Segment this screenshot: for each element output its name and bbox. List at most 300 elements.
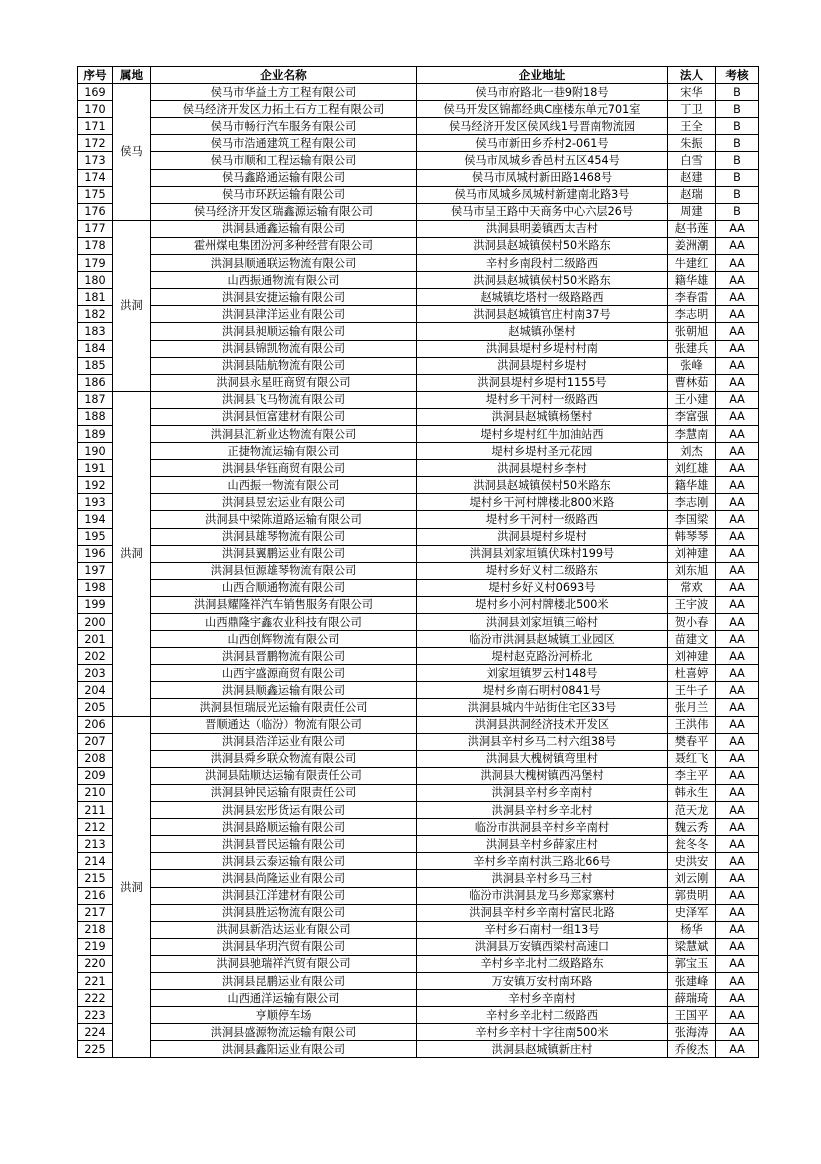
legal-person-cell: 周建 <box>668 203 716 220</box>
legal-person-cell: 曹林茹 <box>668 374 716 391</box>
index-cell: 218 <box>78 921 113 938</box>
company-address-cell: 洪洞县赵城镇新庄村 <box>417 1041 668 1058</box>
company-name-cell: 山西创辉物流有限公司 <box>151 631 417 648</box>
company-name-cell: 洪洞县陆航物流有限公司 <box>151 357 417 374</box>
table-row <box>78 340 759 357</box>
index-cell: 199 <box>78 596 113 613</box>
grade-cell: AA <box>716 990 759 1007</box>
company-address-cell: 洪洞县洪洞经济技术开发区 <box>417 716 668 733</box>
legal-person-cell: 王国平 <box>668 1007 716 1024</box>
company-address-cell: 赵城镇孙堡村 <box>417 323 668 340</box>
company-address-cell: 洪洞县赵城镇侯村50米路东 <box>417 237 668 254</box>
company-name-cell: 洪洞县永星旺商贸有限公司 <box>151 374 417 391</box>
index-cell: 196 <box>78 545 113 562</box>
index-cell: 209 <box>78 767 113 784</box>
grade-cell: AA <box>716 938 759 955</box>
legal-person-cell: 李慧南 <box>668 425 716 442</box>
company-name-cell: 洪洞县舜乡联众物流有限公司 <box>151 750 417 767</box>
company-address-cell: 洪洞县刘家垣镇伏珠村199号 <box>417 545 668 562</box>
grade-cell: AA <box>716 443 759 460</box>
grade-cell: AA <box>716 802 759 819</box>
company-address-cell: 侯马开发区锦都经典C座楼东单元701室 <box>417 101 668 118</box>
company-address-cell: 辛村乡辛村十字往南500米 <box>417 1024 668 1041</box>
company-address-cell: 洪洞县辛村乡马二村六组38号 <box>417 733 668 750</box>
company-address-cell: 洪洞县大槐树镇弯里村 <box>417 750 668 767</box>
index-cell: 172 <box>78 135 113 152</box>
company-name-cell: 洪洞县路顺运输有限公司 <box>151 819 417 836</box>
table-row <box>78 220 759 237</box>
legal-person-cell: 籍华雄 <box>668 477 716 494</box>
grade-cell: AA <box>716 391 759 408</box>
table-row <box>78 84 759 101</box>
table-row <box>78 665 759 682</box>
company-address-cell: 侯马市凤城乡香邑村五区454号 <box>417 152 668 169</box>
table-row <box>78 802 759 819</box>
table-row <box>78 904 759 921</box>
company-name-cell: 洪洞县昱宏运业有限公司 <box>151 494 417 511</box>
legal-person-cell: 丁卫 <box>668 101 716 118</box>
index-cell: 223 <box>78 1007 113 1024</box>
table-row <box>78 750 759 767</box>
index-cell: 189 <box>78 425 113 442</box>
table-row <box>78 596 759 613</box>
legal-person-cell: 张建峰 <box>668 972 716 989</box>
company-name-cell: 洪洞县翼鹏运业有限公司 <box>151 545 417 562</box>
company-address-cell: 洪洞县大槐树镇西冯堡村 <box>417 767 668 784</box>
company-address-cell: 侯马市呈王路中天商务中心六层26号 <box>417 203 668 220</box>
grade-cell: AA <box>716 819 759 836</box>
index-cell: 180 <box>78 272 113 289</box>
legal-person-cell: 刘杰 <box>668 443 716 460</box>
district-cell: 洪洞 <box>113 716 151 1058</box>
index-cell: 214 <box>78 853 113 870</box>
legal-person-cell: 王洪伟 <box>668 716 716 733</box>
company-name-cell: 洪洞县陆顺达运输有限责任公司 <box>151 767 417 784</box>
index-cell: 205 <box>78 699 113 716</box>
index-cell: 186 <box>78 374 113 391</box>
index-cell: 185 <box>78 357 113 374</box>
grade-cell: AA <box>716 887 759 904</box>
grade-cell: AA <box>716 665 759 682</box>
legal-person-cell: 薛瑞琦 <box>668 990 716 1007</box>
company-address-cell: 堤村乡堤村红牛加油站西 <box>417 425 668 442</box>
table-row <box>78 323 759 340</box>
table-row <box>78 152 759 169</box>
table-row <box>78 699 759 716</box>
table-row <box>78 836 759 853</box>
table-row <box>78 306 759 323</box>
company-address-cell: 临汾市洪洞县赵城镇工业园区 <box>417 631 668 648</box>
company-address-cell: 堤村乡南石明村0841号 <box>417 682 668 699</box>
table-row <box>78 289 759 306</box>
index-cell: 200 <box>78 614 113 631</box>
grade-cell: AA <box>716 921 759 938</box>
grade-cell: B <box>716 186 759 203</box>
grade-cell: AA <box>716 1024 759 1041</box>
index-cell: 183 <box>78 323 113 340</box>
legal-person-cell: 杜喜婷 <box>668 665 716 682</box>
index-cell: 188 <box>78 408 113 425</box>
company-name-cell: 洪洞县耀隆祥汽车销售服务有限公司 <box>151 596 417 613</box>
legal-person-cell: 郭贵明 <box>668 887 716 904</box>
company-name-cell: 洪洞县驰瑞祥汽贸有限公司 <box>151 955 417 972</box>
grade-cell: AA <box>716 562 759 579</box>
company-address-cell: 堤村乡干河村牌楼北800米路 <box>417 494 668 511</box>
company-name-cell: 侯马市畅行汽车服务有限公司 <box>151 118 417 135</box>
legal-person-cell: 刘神建 <box>668 648 716 665</box>
company-name-cell: 洪洞县昶顺运输有限公司 <box>151 323 417 340</box>
company-name-cell: 洪洞县胜运物流有限公司 <box>151 904 417 921</box>
index-cell: 224 <box>78 1024 113 1041</box>
grade-cell: AA <box>716 699 759 716</box>
table-row <box>78 682 759 699</box>
company-address-cell: 临汾市洪洞县辛村乡辛南村 <box>417 819 668 836</box>
legal-person-cell: 史泽军 <box>668 904 716 921</box>
index-cell: 222 <box>78 990 113 1007</box>
table-row <box>78 186 759 203</box>
company-name-cell: 洪洞县中梁陈道路运输有限公司 <box>151 511 417 528</box>
legal-person-cell: 韩琴琴 <box>668 528 716 545</box>
grade-cell: B <box>716 135 759 152</box>
company-address-cell: 洪洞县赵城镇官庄村南37号 <box>417 306 668 323</box>
index-cell: 211 <box>78 802 113 819</box>
legal-person-cell: 常欢 <box>668 579 716 596</box>
company-address-cell: 洪洞县堤村乡堤村村南 <box>417 340 668 357</box>
company-address-cell: 堤村乡好义村0693号 <box>417 579 668 596</box>
index-cell: 203 <box>78 665 113 682</box>
company-address-cell: 辛村乡石南村一组13号 <box>417 921 668 938</box>
company-address-cell: 洪洞县城内牛站街住宅区33号 <box>417 699 668 716</box>
grade-cell: AA <box>716 733 759 750</box>
index-cell: 181 <box>78 289 113 306</box>
company-name-cell: 洪洞县恒源雄琴物流有限公司 <box>151 562 417 579</box>
company-name-cell: 侯马市顺和工程运输有限公司 <box>151 152 417 169</box>
roster-body <box>78 84 759 1058</box>
index-cell: 193 <box>78 494 113 511</box>
company-address-cell: 堤村乡好义村二级路东 <box>417 562 668 579</box>
legal-person-cell: 刘红雄 <box>668 460 716 477</box>
grade-cell: AA <box>716 716 759 733</box>
legal-person-cell: 贺小春 <box>668 614 716 631</box>
company-name-cell: 洪洞县盛源物流运输有限公司 <box>151 1024 417 1041</box>
company-name-cell: 洪洞县宏彤货运有限公司 <box>151 802 417 819</box>
index-cell: 171 <box>78 118 113 135</box>
grade-cell: AA <box>716 220 759 237</box>
grade-cell: AA <box>716 955 759 972</box>
grade-cell: AA <box>716 545 759 562</box>
company-address-cell: 洪洞县堤村乡堤村1155号 <box>417 374 668 391</box>
table-row <box>78 1041 759 1058</box>
index-cell: 225 <box>78 1041 113 1058</box>
grade-cell: AA <box>716 255 759 272</box>
index-cell: 206 <box>78 716 113 733</box>
company-name-cell: 洪洞县尚隆运业有限公司 <box>151 870 417 887</box>
company-address-cell: 侯马市府路北一巷9附18号 <box>417 84 668 101</box>
grade-cell: AA <box>716 784 759 801</box>
index-cell: 220 <box>78 955 113 972</box>
grade-cell: B <box>716 169 759 186</box>
grade-cell: B <box>716 152 759 169</box>
table-row <box>78 101 759 118</box>
company-address-cell: 刘家垣镇罗云村148号 <box>417 665 668 682</box>
legal-person-cell: 梁慧斌 <box>668 938 716 955</box>
grade-cell: AA <box>716 528 759 545</box>
company-name-cell: 洪洞县云泰运输有限公司 <box>151 853 417 870</box>
index-cell: 204 <box>78 682 113 699</box>
header-company-address: 企业地址 <box>417 67 668 84</box>
grade-cell: AA <box>716 1041 759 1058</box>
legal-person-cell: 赵瑞 <box>668 186 716 203</box>
index-cell: 170 <box>78 101 113 118</box>
index-cell: 191 <box>78 460 113 477</box>
index-cell: 219 <box>78 938 113 955</box>
company-name-cell: 霍州煤电集团汾河多种经营有限公司 <box>151 237 417 254</box>
legal-person-cell: 王全 <box>668 118 716 135</box>
company-name-cell: 洪洞县顺通联运物流有限公司 <box>151 255 417 272</box>
index-cell: 178 <box>78 237 113 254</box>
company-address-cell: 赵城镇圪塔村一级路路西 <box>417 289 668 306</box>
company-name-cell: 山西合顺通物流有限公司 <box>151 579 417 596</box>
table-row <box>78 767 759 784</box>
company-address-cell: 侯马市凤城乡凤城村新建南北路3号 <box>417 186 668 203</box>
company-name-cell: 山西振通物流有限公司 <box>151 272 417 289</box>
legal-person-cell: 范天龙 <box>668 802 716 819</box>
legal-person-cell: 李富强 <box>668 408 716 425</box>
company-name-cell: 洪洞县顺鑫运输有限公司 <box>151 682 417 699</box>
company-address-cell: 洪洞县明姜镇西太吉村 <box>417 220 668 237</box>
table-row <box>78 443 759 460</box>
table-row <box>78 425 759 442</box>
legal-person-cell: 张建兵 <box>668 340 716 357</box>
index-cell: 202 <box>78 648 113 665</box>
grade-cell: AA <box>716 614 759 631</box>
company-address-cell: 洪洞县堤村乡堤村 <box>417 528 668 545</box>
table-row <box>78 990 759 1007</box>
index-cell: 174 <box>78 169 113 186</box>
index-cell: 221 <box>78 972 113 989</box>
table-row <box>78 648 759 665</box>
legal-person-cell: 聂红飞 <box>668 750 716 767</box>
grade-cell: AA <box>716 648 759 665</box>
table-row <box>78 357 759 374</box>
grade-cell: AA <box>716 374 759 391</box>
legal-person-cell: 张峰 <box>668 357 716 374</box>
company-name-cell: 正捷物流运输有限公司 <box>151 443 417 460</box>
legal-person-cell: 宋华 <box>668 84 716 101</box>
legal-person-cell: 姜洲潮 <box>668 237 716 254</box>
table-row <box>78 1007 759 1024</box>
grade-cell: AA <box>716 836 759 853</box>
company-address-cell: 堤村乡干河村一级路西 <box>417 511 668 528</box>
company-name-cell: 山西鼎隆宇鑫农业科技有限公司 <box>151 614 417 631</box>
legal-person-cell: 刘神建 <box>668 545 716 562</box>
grade-cell: AA <box>716 494 759 511</box>
grade-cell: AA <box>716 596 759 613</box>
company-name-cell: 洪洞县飞马物流有限公司 <box>151 391 417 408</box>
grade-cell: AA <box>716 767 759 784</box>
company-address-cell: 洪洞县堤村乡李村 <box>417 460 668 477</box>
index-cell: 216 <box>78 887 113 904</box>
index-cell: 198 <box>78 579 113 596</box>
grade-cell: AA <box>716 477 759 494</box>
table-row <box>78 1024 759 1041</box>
grade-cell: AA <box>716 306 759 323</box>
index-cell: 210 <box>78 784 113 801</box>
legal-person-cell: 史洪安 <box>668 853 716 870</box>
index-cell: 207 <box>78 733 113 750</box>
table-row <box>78 938 759 955</box>
legal-person-cell: 樊春平 <box>668 733 716 750</box>
company-address-cell: 洪洞县辛村乡薛家庄村 <box>417 836 668 853</box>
company-address-cell: 洪洞县辛村乡辛北村 <box>417 802 668 819</box>
legal-person-cell: 赵建 <box>668 169 716 186</box>
grade-cell: AA <box>716 870 759 887</box>
index-cell: 190 <box>78 443 113 460</box>
index-cell: 212 <box>78 819 113 836</box>
table-row <box>78 203 759 220</box>
company-address-cell: 洪洞县辛村乡辛南村 <box>417 784 668 801</box>
legal-person-cell: 白雪 <box>668 152 716 169</box>
table-row <box>78 562 759 579</box>
company-name-cell: 洪洞县雄琴物流有限公司 <box>151 528 417 545</box>
legal-person-cell: 籍华雄 <box>668 272 716 289</box>
table-row <box>78 579 759 596</box>
grade-cell: AA <box>716 460 759 477</box>
index-cell: 208 <box>78 750 113 767</box>
company-name-cell: 洪洞县通鑫运输有限公司 <box>151 220 417 237</box>
company-address-cell: 堤村乡小河村牌楼北500米 <box>417 596 668 613</box>
district-cell: 洪洞 <box>113 220 151 391</box>
legal-person-cell: 乔俊杰 <box>668 1041 716 1058</box>
company-address-cell: 堤村乡干河村一级路西 <box>417 391 668 408</box>
legal-person-cell: 苗建文 <box>668 631 716 648</box>
company-name-cell: 山西振一物流有限公司 <box>151 477 417 494</box>
legal-person-cell: 张海涛 <box>668 1024 716 1041</box>
table-row <box>78 921 759 938</box>
table-row <box>78 545 759 562</box>
legal-person-cell: 瓮冬冬 <box>668 836 716 853</box>
company-name-cell: 亨顺停车场 <box>151 1007 417 1024</box>
index-cell: 201 <box>78 631 113 648</box>
legal-person-cell: 李春雷 <box>668 289 716 306</box>
legal-person-cell: 李志明 <box>668 306 716 323</box>
legal-person-cell: 刘东旭 <box>668 562 716 579</box>
table-row <box>78 853 759 870</box>
grade-cell: AA <box>716 425 759 442</box>
legal-person-cell: 王小建 <box>668 391 716 408</box>
table-row <box>78 494 759 511</box>
grade-cell: AA <box>716 682 759 699</box>
company-name-cell: 侯马鑫路通运输有限公司 <box>151 169 417 186</box>
company-address-cell: 辛村乡辛北村二级路西 <box>417 1007 668 1024</box>
enterprise-roster-table <box>77 66 759 1058</box>
grade-cell: AA <box>716 357 759 374</box>
company-address-cell: 万安镇万安村南环路 <box>417 972 668 989</box>
company-name-cell: 洪洞县晋鹏物流有限公司 <box>151 648 417 665</box>
company-name-cell: 洪洞县江洋建材有限公司 <box>151 887 417 904</box>
company-address-cell: 洪洞县刘家垣镇三峪村 <box>417 614 668 631</box>
legal-person-cell: 李国梁 <box>668 511 716 528</box>
legal-person-cell: 杨华 <box>668 921 716 938</box>
company-address-cell: 临汾市洪洞县龙马乡郑家寨村 <box>417 887 668 904</box>
company-name-cell: 侯马市华益土方工程有限公司 <box>151 84 417 101</box>
index-cell: 215 <box>78 870 113 887</box>
index-cell: 217 <box>78 904 113 921</box>
header-assessment: 考核 <box>716 67 759 84</box>
company-name-cell: 侯马经济开发区力拓土石方工程有限公司 <box>151 101 417 118</box>
table-row <box>78 733 759 750</box>
index-cell: 184 <box>78 340 113 357</box>
table-row <box>78 391 759 408</box>
index-cell: 169 <box>78 84 113 101</box>
company-name-cell: 山西通洋运输有限公司 <box>151 990 417 1007</box>
table-row <box>78 631 759 648</box>
table-row <box>78 477 759 494</box>
company-name-cell: 洪洞县津洋运业有限公司 <box>151 306 417 323</box>
index-cell: 194 <box>78 511 113 528</box>
index-cell: 192 <box>78 477 113 494</box>
index-cell: 197 <box>78 562 113 579</box>
company-name-cell: 侯马经济开发区瑞鑫源运输有限公司 <box>151 203 417 220</box>
company-name-cell: 洪洞县安捷运输有限公司 <box>151 289 417 306</box>
table-row <box>78 460 759 477</box>
table-row <box>78 784 759 801</box>
grade-cell: AA <box>716 904 759 921</box>
legal-person-cell: 魏云秀 <box>668 819 716 836</box>
table-row <box>78 870 759 887</box>
legal-person-cell: 郭宝玉 <box>668 955 716 972</box>
header-row <box>78 67 759 84</box>
legal-person-cell: 张朝旭 <box>668 323 716 340</box>
grade-cell: AA <box>716 289 759 306</box>
company-address-cell: 堤村乡堤村圣元花园 <box>417 443 668 460</box>
company-name-cell: 洪洞县恒瑞辰光运输有限责任公司 <box>151 699 417 716</box>
company-name-cell: 洪洞县浩洋运业有限公司 <box>151 733 417 750</box>
index-cell: 173 <box>78 152 113 169</box>
grade-cell: AA <box>716 579 759 596</box>
company-address-cell: 辛村乡辛南村洪三路北66号 <box>417 853 668 870</box>
grade-cell: AA <box>716 272 759 289</box>
index-cell: 195 <box>78 528 113 545</box>
table-row <box>78 819 759 836</box>
header-index: 序号 <box>78 67 113 84</box>
company-address-cell: 堤村赵克路汾河桥北 <box>417 648 668 665</box>
company-name-cell: 晋顺通达（临汾）物流有限公司 <box>151 716 417 733</box>
grade-cell: AA <box>716 631 759 648</box>
company-name-cell: 洪洞县钟民运输有限责任公司 <box>151 784 417 801</box>
legal-person-cell: 刘云刚 <box>668 870 716 887</box>
company-address-cell: 辛村乡南段村二级路西 <box>417 255 668 272</box>
grade-cell: AA <box>716 511 759 528</box>
district-cell: 侯马 <box>113 84 151 221</box>
company-name-cell: 侯马市环跃运输有限公司 <box>151 186 417 203</box>
table-row <box>78 528 759 545</box>
company-name-cell: 洪洞县华玥汽贸有限公司 <box>151 938 417 955</box>
company-name-cell: 洪洞县晋民运输有限公司 <box>151 836 417 853</box>
table-row <box>78 374 759 391</box>
company-name-cell: 洪洞县锦凯物流有限公司 <box>151 340 417 357</box>
table-row <box>78 255 759 272</box>
grade-cell: AA <box>716 340 759 357</box>
company-name-cell: 洪洞县恒富建材有限公司 <box>151 408 417 425</box>
legal-person-cell: 赵书莲 <box>668 220 716 237</box>
index-cell: 182 <box>78 306 113 323</box>
table-row <box>78 887 759 904</box>
company-name-cell: 侯马市浩通建筑工程有限公司 <box>151 135 417 152</box>
table-row <box>78 237 759 254</box>
legal-person-cell: 王牛子 <box>668 682 716 699</box>
table-row <box>78 614 759 631</box>
